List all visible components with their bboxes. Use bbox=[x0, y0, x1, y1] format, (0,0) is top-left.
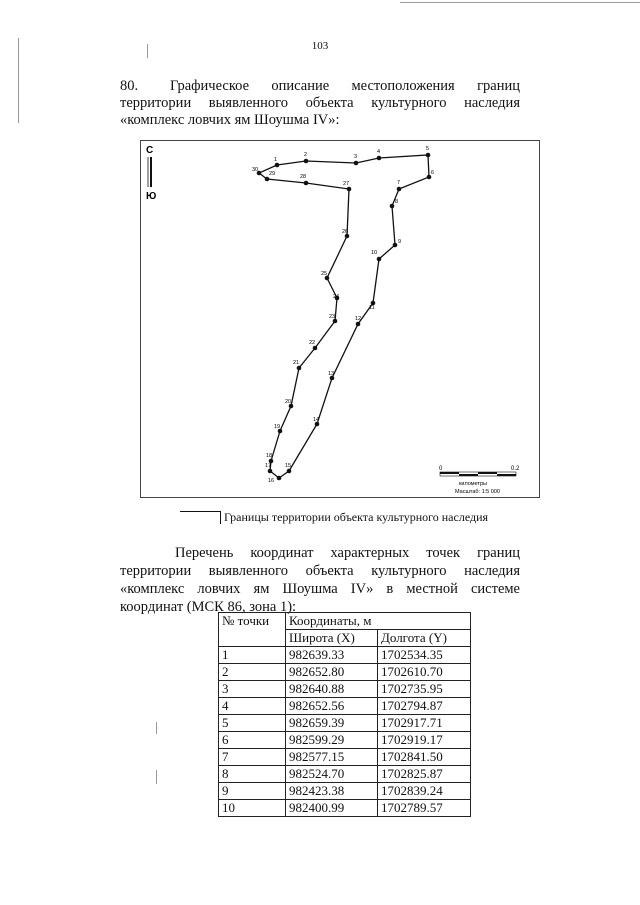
point-number-cell: 9 bbox=[219, 783, 286, 800]
legend-label: Границы территории объекта культурного наследия bbox=[224, 510, 489, 524]
scale-bar-segment bbox=[497, 474, 516, 476]
boundary-point-label: 5 bbox=[426, 146, 430, 152]
point-number-cell: 8 bbox=[219, 766, 286, 783]
page-number: 103 bbox=[311, 40, 329, 52]
point-number-cell: 10 bbox=[219, 800, 286, 817]
boundary-point-label: 30 bbox=[252, 167, 259, 173]
territory-boundary bbox=[259, 155, 429, 478]
point-number-cell: 5 bbox=[219, 715, 286, 732]
latitude-cell: 982423.38 bbox=[286, 783, 378, 800]
section-title: Графическое описание местоположения границ территории выявленного объекта культурного наследия «комплекс ловчих ям Шоушма IV»: bbox=[120, 78, 520, 128]
boundary-point-label: 2 bbox=[304, 152, 308, 158]
boundary-point-label: 20 bbox=[285, 399, 292, 405]
boundary-point-label: 11 bbox=[369, 305, 375, 311]
longitude-cell: 1702789.57 bbox=[378, 800, 471, 817]
longitude-cell: 1702534.35 bbox=[378, 647, 471, 664]
boundary-point-label: 25 bbox=[321, 271, 328, 277]
boundary-point-label: 12 bbox=[355, 316, 362, 322]
table-row bbox=[219, 800, 471, 817]
longitude-cell: 1702610.70 bbox=[378, 664, 471, 681]
table-row bbox=[219, 681, 471, 698]
boundary-point-label: 18 bbox=[266, 453, 273, 459]
col-lat-header: Широта (X) bbox=[286, 630, 378, 647]
latitude-cell: 982577.15 bbox=[286, 749, 378, 766]
section-heading bbox=[120, 78, 520, 129]
longitude-cell: 1702919.17 bbox=[378, 732, 471, 749]
scale-ratio-label: Масштаб: 1:5 000 bbox=[455, 489, 500, 495]
boundary-point-4 bbox=[377, 156, 382, 161]
table-row bbox=[219, 698, 471, 715]
scan-margin-mark bbox=[156, 722, 157, 734]
boundary-point-5 bbox=[426, 153, 431, 158]
scale-bar-segment bbox=[459, 474, 478, 476]
table-row bbox=[219, 766, 471, 783]
boundary-point-label: 4 bbox=[377, 149, 381, 155]
point-number-cell: 7 bbox=[219, 749, 286, 766]
boundary-point-7 bbox=[397, 187, 402, 192]
scale-zero-label: 0 bbox=[439, 466, 443, 472]
boundary-point-label: 22 bbox=[309, 340, 316, 346]
boundary-point-17 bbox=[268, 469, 273, 474]
boundary-point-label: 1 bbox=[274, 157, 278, 163]
boundary-point-label: 8 bbox=[395, 199, 399, 205]
boundary-point-28 bbox=[304, 181, 309, 186]
scan-margin-mark bbox=[400, 2, 640, 3]
boundary-point-label: 7 bbox=[397, 180, 401, 186]
map-legend bbox=[180, 506, 488, 524]
boundary-point-label: 26 bbox=[342, 229, 349, 235]
table-row bbox=[219, 732, 471, 749]
boundary-point-22 bbox=[313, 346, 318, 351]
col-lon-header: Долгота (Y) bbox=[378, 630, 471, 647]
point-number-cell: 2 bbox=[219, 664, 286, 681]
boundary-point-10 bbox=[377, 257, 382, 262]
boundary-point-label: 27 bbox=[343, 181, 350, 187]
boundary-point-label: 21 bbox=[293, 360, 300, 366]
boundary-point-label: 23 bbox=[329, 314, 336, 320]
boundary-point-12 bbox=[356, 322, 361, 327]
boundary-point-27 bbox=[347, 187, 352, 192]
scale-bar bbox=[439, 466, 520, 495]
coordinates-intro bbox=[120, 544, 520, 616]
scale-unit-label: километры bbox=[459, 481, 487, 487]
boundary-point-8 bbox=[390, 204, 395, 209]
latitude-cell: 982652.80 bbox=[286, 664, 378, 681]
longitude-cell: 1702735.95 bbox=[378, 681, 471, 698]
boundary-point-16 bbox=[277, 476, 282, 481]
map-canvas bbox=[141, 141, 541, 499]
scale-bar-segment bbox=[478, 472, 497, 474]
coordinates-table bbox=[218, 612, 471, 817]
boundary-point-21 bbox=[297, 366, 302, 371]
longitude-cell: 1702917.71 bbox=[378, 715, 471, 732]
coordinates-intro-text: Перечень координат характерных точек границ территории выявленного объекта культурного наследия «комплекс ловчих ям Шоушма IV» в местной системе координат (МСК 86, зона 1): bbox=[120, 545, 520, 615]
north-label: С bbox=[146, 145, 154, 156]
scan-margin-mark bbox=[156, 770, 157, 784]
latitude-cell: 982524.70 bbox=[286, 766, 378, 783]
boundary-point-label: 10 bbox=[371, 250, 378, 256]
table-row bbox=[219, 715, 471, 732]
col-point-header: № точки bbox=[219, 613, 286, 647]
boundary-point-label: 19 bbox=[274, 424, 281, 430]
table-body bbox=[219, 647, 471, 817]
table-row bbox=[219, 749, 471, 766]
boundary-point-label: 3 bbox=[354, 154, 358, 160]
boundary-point-label: 6 bbox=[431, 170, 435, 176]
longitude-cell: 1702794.87 bbox=[378, 698, 471, 715]
boundary-point-label: 16 bbox=[268, 478, 275, 484]
boundary-point-3 bbox=[354, 161, 359, 166]
col-coords-header: Координаты, м bbox=[286, 613, 471, 630]
north-arrow bbox=[146, 145, 156, 202]
boundary-point-29 bbox=[265, 177, 270, 182]
boundary-point-15 bbox=[287, 469, 292, 474]
point-number-cell: 1 bbox=[219, 647, 286, 664]
boundary-point-1 bbox=[275, 163, 280, 168]
table-row bbox=[219, 783, 471, 800]
longitude-cell: 1702841.50 bbox=[378, 749, 471, 766]
boundary-map bbox=[140, 140, 540, 498]
table-header-row bbox=[219, 613, 471, 630]
latitude-cell: 982639.33 bbox=[286, 647, 378, 664]
boundary-point-2 bbox=[304, 159, 309, 164]
table-row bbox=[219, 647, 471, 664]
longitude-cell: 1702825.87 bbox=[378, 766, 471, 783]
boundary-point-label: 28 bbox=[300, 174, 307, 180]
point-number-cell: 3 bbox=[219, 681, 286, 698]
boundary-point-9 bbox=[393, 243, 398, 248]
latitude-cell: 982652.56 bbox=[286, 698, 378, 715]
boundary-point-label: 13 bbox=[328, 371, 335, 377]
boundary-point-18 bbox=[269, 459, 274, 464]
table-row bbox=[219, 664, 471, 681]
point-number-cell: 6 bbox=[219, 732, 286, 749]
boundary-point-label: 24 bbox=[333, 294, 340, 300]
boundary-point-label: 15 bbox=[285, 463, 292, 469]
point-number-cell: 4 bbox=[219, 698, 286, 715]
boundary-point-label: 17 bbox=[265, 463, 272, 469]
section-number: 80. bbox=[120, 78, 139, 94]
boundary-point-label: 9 bbox=[398, 239, 402, 245]
boundary-point-label: 29 bbox=[269, 171, 276, 177]
south-label: Ю bbox=[146, 191, 157, 202]
latitude-cell: 982599.29 bbox=[286, 732, 378, 749]
scale-max-label: 0.2 bbox=[511, 466, 520, 472]
latitude-cell: 982640.88 bbox=[286, 681, 378, 698]
boundary-point-label: 14 bbox=[313, 417, 320, 423]
legend-boundary-symbol bbox=[180, 511, 221, 524]
longitude-cell: 1702839.24 bbox=[378, 783, 471, 800]
latitude-cell: 982400.99 bbox=[286, 800, 378, 817]
latitude-cell: 982659.39 bbox=[286, 715, 378, 732]
scale-bar-segment bbox=[440, 472, 459, 474]
